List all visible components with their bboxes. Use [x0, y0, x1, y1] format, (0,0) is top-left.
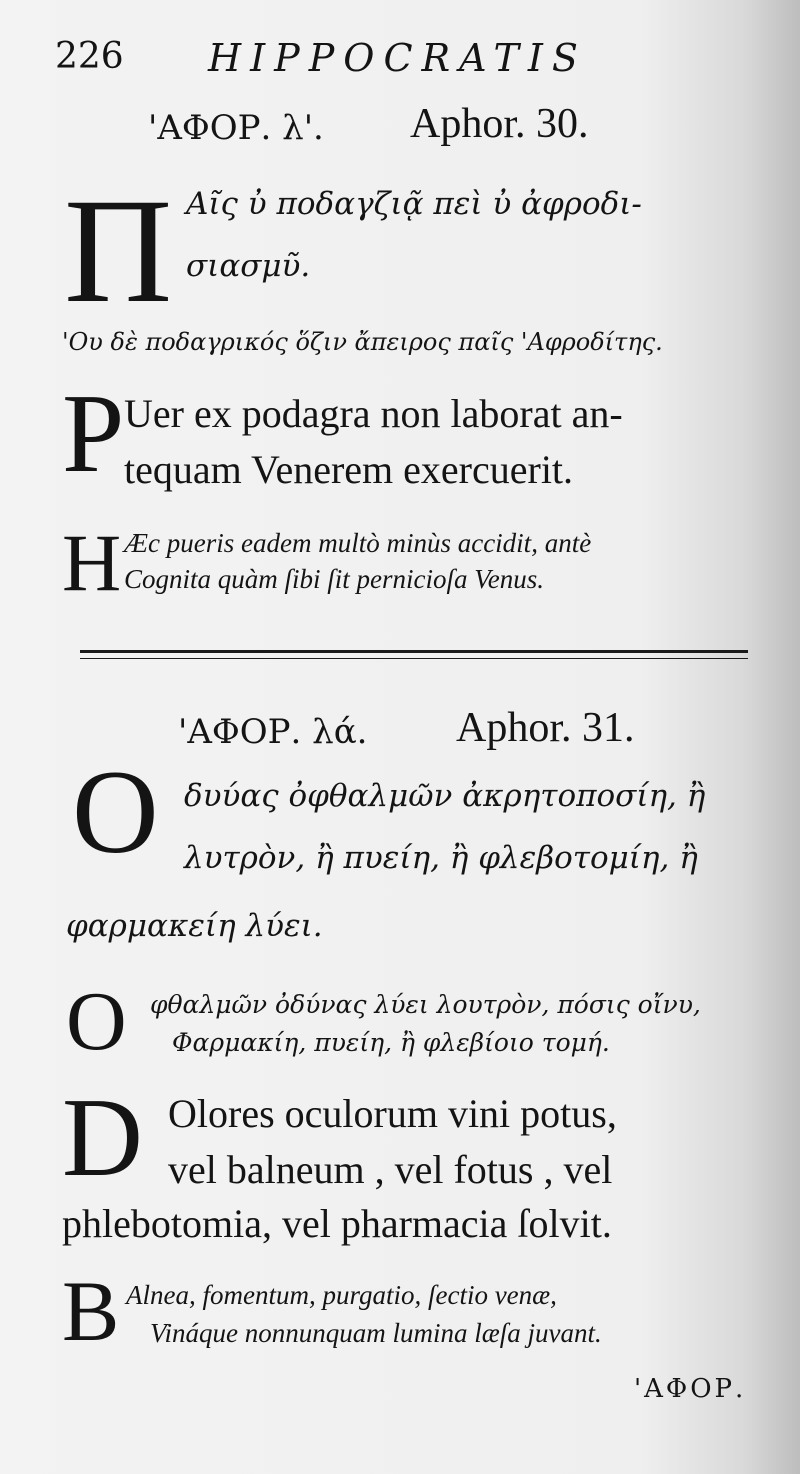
aphorism-31-greek-verse-line-2: Φαρμακίη, πυείη, ἢ φλεβίοιο τομή. — [172, 1028, 610, 1057]
aphorism-30-greek-dropcap: Π — [64, 168, 173, 334]
aphorism-31-greek-verse-dropcap: Ο — [66, 975, 127, 1068]
aphorism-30-greek-line-1: Αῖς ὐ ποδαγζιᾷ πεὶ ὐ ἀφροδι- — [186, 186, 642, 222]
running-title: HIPPOCRATIS — [208, 36, 587, 80]
aphorism-31-verse-line-2: Vináque nonnunquam lumina læſa juvant. — [150, 1318, 602, 1348]
section-separator-rule-thin — [80, 658, 748, 659]
aphorism-30-latin-heading: Aphor. 30. — [410, 101, 589, 147]
aphorism-31-latin-dropcap: D — [62, 1076, 143, 1200]
aphorism-30-latin-line-1: Uer ex podagra non laborat an- — [124, 391, 623, 436]
aphorism-31-greek-line-2: λυτρὸν, ἢ πυείη, ἢ φλεβοτομίη, ἢ — [184, 840, 698, 876]
aphorism-31-greek-line-1: δυύας ὀφθαλμῶν ἀκρητοποσίη, ἢ — [184, 778, 706, 814]
aphorism-31-greek-line-3: φαρμακείη λύει. — [66, 908, 323, 944]
aphorism-31-greek-dropcap: Ο — [72, 745, 159, 878]
aphorism-31-latin-line-3: phlebotomia, vel pharmacia ſolvit. — [62, 1201, 612, 1246]
aphorism-30-latin-line-2: tequam Venerem exercuerit. — [124, 447, 574, 492]
aphorism-31-verse-dropcap: B — [62, 1263, 120, 1359]
section-separator-rule — [80, 650, 748, 653]
aphorism-31-latin-heading: Aphor. 31. — [456, 705, 635, 751]
catchword: 'ΑΦΟΡ. — [634, 1374, 747, 1404]
aphorism-30-greek-verse: 'Ου δὲ ποδαγρικός ὅζιν ἄπειρος παῖς 'Αφροδίτης. — [62, 328, 663, 356]
aphorism-30-greek-line-2: σιασμῦ. — [186, 248, 311, 284]
page-number: 226 — [55, 36, 124, 77]
aphorism-31-greek-verse-line-1: φθαλμῶν ὀδύνας λύει λουτρὸν, πόσις οἴνυ, — [150, 990, 701, 1019]
aphorism-30-verse-line-2: Cognita quàm ſibi ſit pernicioſa Venus. — [124, 564, 544, 594]
aphorism-31-latin-line-2: vel balneum , vel fotus , vel — [168, 1147, 613, 1192]
aphorism-30-latin-dropcap: P — [62, 372, 125, 496]
aphorism-31-greek-heading: 'ΑΦΟΡ. λά. — [178, 712, 368, 752]
aphorism-31-latin-line-1: Olores oculorum vini potus, — [168, 1091, 617, 1136]
aphorism-31-verse-line-1: Alnea, fomentum, purgatio, ſectio venæ, — [126, 1280, 557, 1310]
aphorism-30-greek-heading: 'ΑΦΟΡ. λ'. — [148, 108, 324, 148]
aphorism-30-verse-dropcap: H — [62, 517, 122, 608]
aphorism-30-verse-line-1: Æc pueris eadem multò minùs accidit, antè — [124, 528, 592, 558]
